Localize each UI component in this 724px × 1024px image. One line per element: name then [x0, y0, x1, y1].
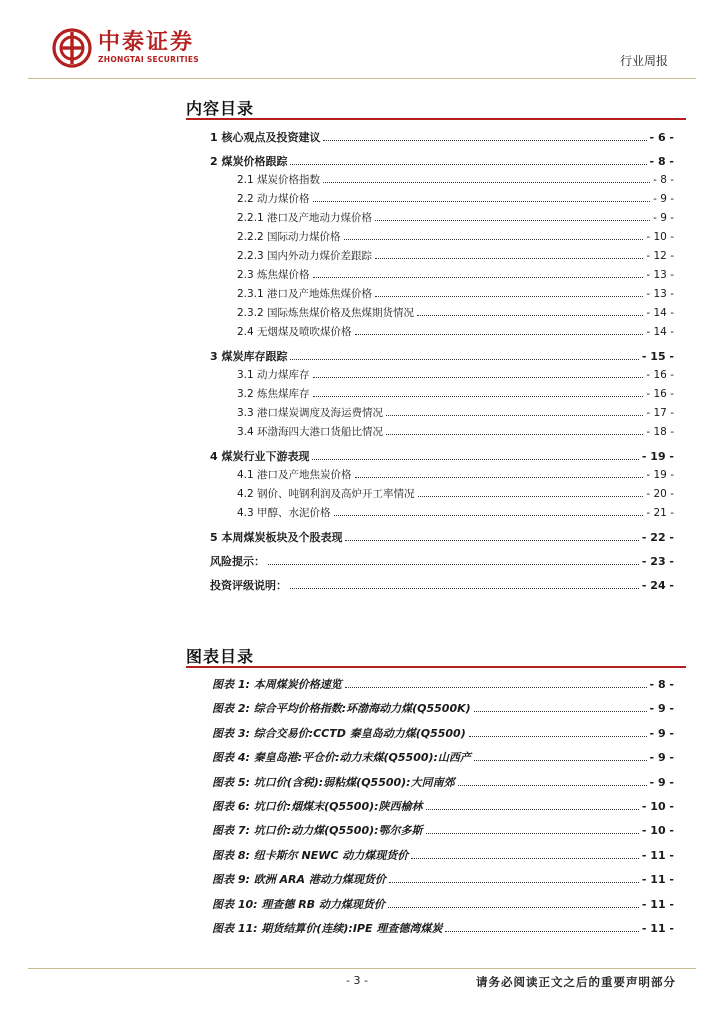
- figure-entry-page: - 11 -: [641, 921, 674, 935]
- toc-entry[interactable]: [200, 229, 674, 248]
- figure-entry[interactable]: [212, 871, 674, 895]
- toc-entry-page: - 13 -: [646, 269, 674, 281]
- figure-entry[interactable]: [212, 700, 674, 724]
- toc-entry-label: 3.2 炼焦煤库存: [237, 388, 310, 400]
- toc-entry[interactable]: [200, 286, 674, 305]
- figure-entry-label: 图表 5: 坑口价(含税):弱粘煤(Q5500):大同南郊: [212, 775, 455, 789]
- dot-leader: [313, 396, 644, 397]
- dot-leader: [313, 377, 644, 378]
- figure-entry[interactable]: [212, 774, 674, 798]
- dot-leader: [290, 359, 638, 360]
- figure-entry[interactable]: [212, 798, 674, 822]
- figure-entry-page: - 10 -: [641, 799, 674, 813]
- toc-entry-page: - 15 -: [641, 350, 674, 363]
- toc-entry-label: 4.2 钢价、吨钢利润及高炉开工率情况: [237, 488, 415, 500]
- toc-title: 内容目录: [186, 99, 255, 118]
- figure-entry-page: - 9 -: [649, 751, 674, 765]
- toc-entry-label: 2.2.2 国际动力煤价格: [237, 231, 341, 243]
- toc-entry-label: 1 核心观点及投资建议: [210, 131, 321, 144]
- dot-leader: [445, 931, 639, 932]
- toc-entry-label: 2.4 无烟煤及喷吹煤价格: [237, 326, 352, 338]
- toc-entry-label: 3.4 环渤海四大港口货船比情况: [237, 426, 384, 438]
- figure-entry-page: - 9 -: [649, 775, 674, 789]
- toc-entry-page: - 17 -: [646, 407, 674, 419]
- dot-leader: [417, 315, 643, 316]
- toc-entry[interactable]: [200, 153, 674, 172]
- report-type-label: 行业周报: [619, 54, 668, 68]
- figure-entry[interactable]: [212, 847, 674, 871]
- dot-leader: [312, 459, 638, 460]
- dot-leader: [375, 296, 643, 297]
- dot-leader: [375, 220, 650, 221]
- footer-divider: [28, 968, 696, 969]
- toc-entry-page: - 9 -: [653, 193, 674, 205]
- figure-entry-label: 图表 8: 纽卡斯尔 NEWC 动力煤现货价: [212, 848, 409, 862]
- toc-entry-page: - 20 -: [646, 488, 674, 500]
- toc-entry[interactable]: [200, 129, 674, 148]
- toc-entry-label: 4 煤炭行业下游表现: [210, 450, 310, 463]
- figure-entry[interactable]: [212, 749, 674, 773]
- toc-entry[interactable]: [200, 305, 674, 324]
- toc-entry-page: - 23 -: [641, 555, 674, 568]
- disclaimer-note: 请务必阅读正文之后的重要声明部分: [476, 975, 676, 989]
- toc-entry-label: 风险提示：: [210, 555, 265, 568]
- dot-leader: [411, 858, 639, 859]
- figure-entry-page: - 8 -: [649, 678, 674, 691]
- toc-entry-label: 2.2.3 国内外动力煤价差跟踪: [237, 250, 373, 262]
- page-number: - 3 -: [346, 974, 368, 987]
- dot-leader: [290, 164, 646, 165]
- toc-entry-label: 2.2.1 港口及产地动力煤价格: [237, 212, 373, 224]
- toc-entry-page: - 16 -: [646, 388, 674, 400]
- toc-entry-label: 5 本周煤炭板块及个股表现: [210, 531, 343, 544]
- dot-leader: [345, 687, 647, 688]
- figure-entry-page: - 9 -: [649, 702, 674, 716]
- toc-entry[interactable]: [200, 448, 674, 467]
- toc-entry[interactable]: [200, 267, 674, 286]
- toc-entry-label: 4.1 港口及产地焦炭价格: [237, 469, 352, 481]
- toc-entry-label: 3.1 动力煤库存: [237, 369, 310, 381]
- toc-entry[interactable]: [200, 467, 674, 486]
- company-logo: [52, 28, 199, 68]
- toc-entry[interactable]: [200, 505, 674, 524]
- dot-leader: [426, 809, 639, 810]
- figure-entry[interactable]: [212, 920, 674, 944]
- dot-leader: [389, 882, 639, 883]
- header-divider: [28, 78, 696, 79]
- dot-leader: [458, 785, 647, 786]
- toc-entry[interactable]: [200, 348, 674, 367]
- figure-entry-label: 图表 9: 欧洲 ARA 港动力煤现货价: [212, 873, 386, 887]
- page-header: [0, 0, 724, 80]
- toc-entry-label: 2.3.1 港口及产地炼焦煤价格: [237, 288, 373, 300]
- dot-leader: [474, 760, 647, 761]
- figure-entry-page: - 11 -: [641, 897, 674, 911]
- toc-entry-page: - 18 -: [646, 426, 674, 438]
- toc-entry-page: - 13 -: [646, 288, 674, 300]
- figure-list-title: 图表目录: [186, 647, 255, 666]
- toc-entry[interactable]: [200, 529, 674, 548]
- toc-entry-page: - 14 -: [646, 326, 674, 338]
- dot-leader: [388, 907, 639, 908]
- dot-leader: [375, 258, 643, 259]
- figure-list: [212, 676, 674, 944]
- figure-entry-label: 图表 2: 综合平均价格指数:环渤海动力煤(Q5500K): [212, 702, 471, 716]
- figure-entry-page: - 9 -: [649, 726, 674, 740]
- toc-entry[interactable]: [200, 191, 674, 210]
- dot-leader: [418, 496, 644, 497]
- toc-entry-page: - 22 -: [641, 531, 674, 544]
- figure-entry-label: 图表 7: 坑口价:动力煤(Q5500):鄂尔多斯: [212, 824, 423, 838]
- dot-leader: [345, 540, 638, 541]
- dot-leader: [268, 564, 639, 565]
- dot-leader: [323, 140, 646, 141]
- toc-entry-label: 2.2 动力煤价格: [237, 193, 310, 205]
- toc-entry-page: - 12 -: [646, 250, 674, 262]
- toc-entry[interactable]: [200, 248, 674, 267]
- figure-entry-label: 图表 1: 本周煤炭价格速览: [212, 678, 342, 691]
- toc-entry[interactable]: [200, 324, 674, 343]
- zhongtai-logo-icon: [52, 28, 92, 68]
- toc-entry-label: 2.3.2 国际炼焦煤价格及焦煤期货情况: [237, 307, 415, 319]
- dot-leader: [344, 239, 644, 240]
- toc-entry-label: 2 煤炭价格跟踪: [210, 155, 288, 168]
- toc-entry-page: - 19 -: [646, 469, 674, 481]
- toc-entry-page: - 6 -: [649, 131, 674, 144]
- toc-entry[interactable]: [200, 553, 674, 572]
- logo-chinese-name: 中泰证券: [98, 30, 195, 55]
- figure-entry-label: 图表 11: 期货结算价(连续):IPE 理查德湾煤炭: [212, 921, 443, 935]
- toc-entry-page: - 9 -: [653, 212, 674, 224]
- toc-entry-page: - 10 -: [646, 231, 674, 243]
- dot-leader: [426, 833, 639, 834]
- toc-entry-label: 3 煤炭库存跟踪: [210, 350, 288, 363]
- dot-leader: [313, 277, 644, 278]
- dot-leader: [469, 736, 647, 737]
- toc-entry-page: - 19 -: [641, 450, 674, 463]
- figure-entry-page: - 11 -: [641, 848, 674, 862]
- toc-title-rule: [186, 118, 686, 120]
- toc-entry-page: - 8 -: [653, 174, 674, 186]
- figure-entry-label: 图表 4: 秦皇岛港:平仓价:动力末煤(Q5500):山西产: [212, 751, 471, 765]
- dot-leader: [334, 515, 644, 516]
- toc-entry-page: - 24 -: [641, 579, 674, 592]
- toc-entry-page: - 16 -: [646, 369, 674, 381]
- dot-leader: [355, 334, 644, 335]
- figure-entry[interactable]: [212, 896, 674, 920]
- toc-entry-label: 4.3 甲醇、水泥价格: [237, 507, 331, 519]
- figure-entry[interactable]: [212, 822, 674, 846]
- toc-entry-page: - 21 -: [646, 507, 674, 519]
- toc-entry[interactable]: [200, 424, 674, 443]
- figure-entry-page: - 11 -: [641, 873, 674, 887]
- toc-entry-label: 2.3 炼焦煤价格: [237, 269, 310, 281]
- toc-entry[interactable]: [200, 367, 674, 386]
- figure-entry-label: 图表 3: 综合交易价:CCTD 秦皇岛动力煤(Q5500): [212, 726, 466, 740]
- figure-entry[interactable]: [212, 676, 674, 700]
- figure-entry[interactable]: [212, 725, 674, 749]
- toc-entry[interactable]: [200, 172, 674, 191]
- figure-entry-label: 图表 10: 理查德 RB 动力煤现货价: [212, 897, 385, 911]
- dot-leader: [474, 711, 647, 712]
- toc-entry[interactable]: [200, 486, 674, 505]
- toc-entry-page: - 8 -: [649, 155, 674, 168]
- dot-leader: [313, 201, 651, 202]
- toc-entry-label: 2.1 煤炭价格指数: [237, 174, 321, 186]
- toc-entry-page: - 14 -: [646, 307, 674, 319]
- dot-leader: [290, 588, 639, 589]
- logo-english-name: ZHONGTAI SECURITIES: [98, 55, 199, 64]
- dot-leader: [386, 434, 643, 435]
- figure-list-title-rule: [186, 666, 686, 668]
- toc-entry[interactable]: [200, 405, 674, 424]
- figure-entry-page: - 10 -: [641, 824, 674, 838]
- dot-leader: [386, 415, 643, 416]
- toc-entry[interactable]: [200, 577, 674, 596]
- toc-entry-label: 投资评级说明：: [210, 579, 287, 592]
- dot-leader: [355, 477, 644, 478]
- toc-list: [200, 129, 674, 596]
- dot-leader: [323, 182, 650, 183]
- toc-entry-label: 3.3 港口煤炭调度及海运费情况: [237, 407, 384, 419]
- toc-entry[interactable]: [200, 210, 674, 229]
- toc-entry[interactable]: [200, 386, 674, 405]
- figure-entry-label: 图表 6: 坑口价:烟煤末(Q5500):陕西榆林: [212, 799, 423, 813]
